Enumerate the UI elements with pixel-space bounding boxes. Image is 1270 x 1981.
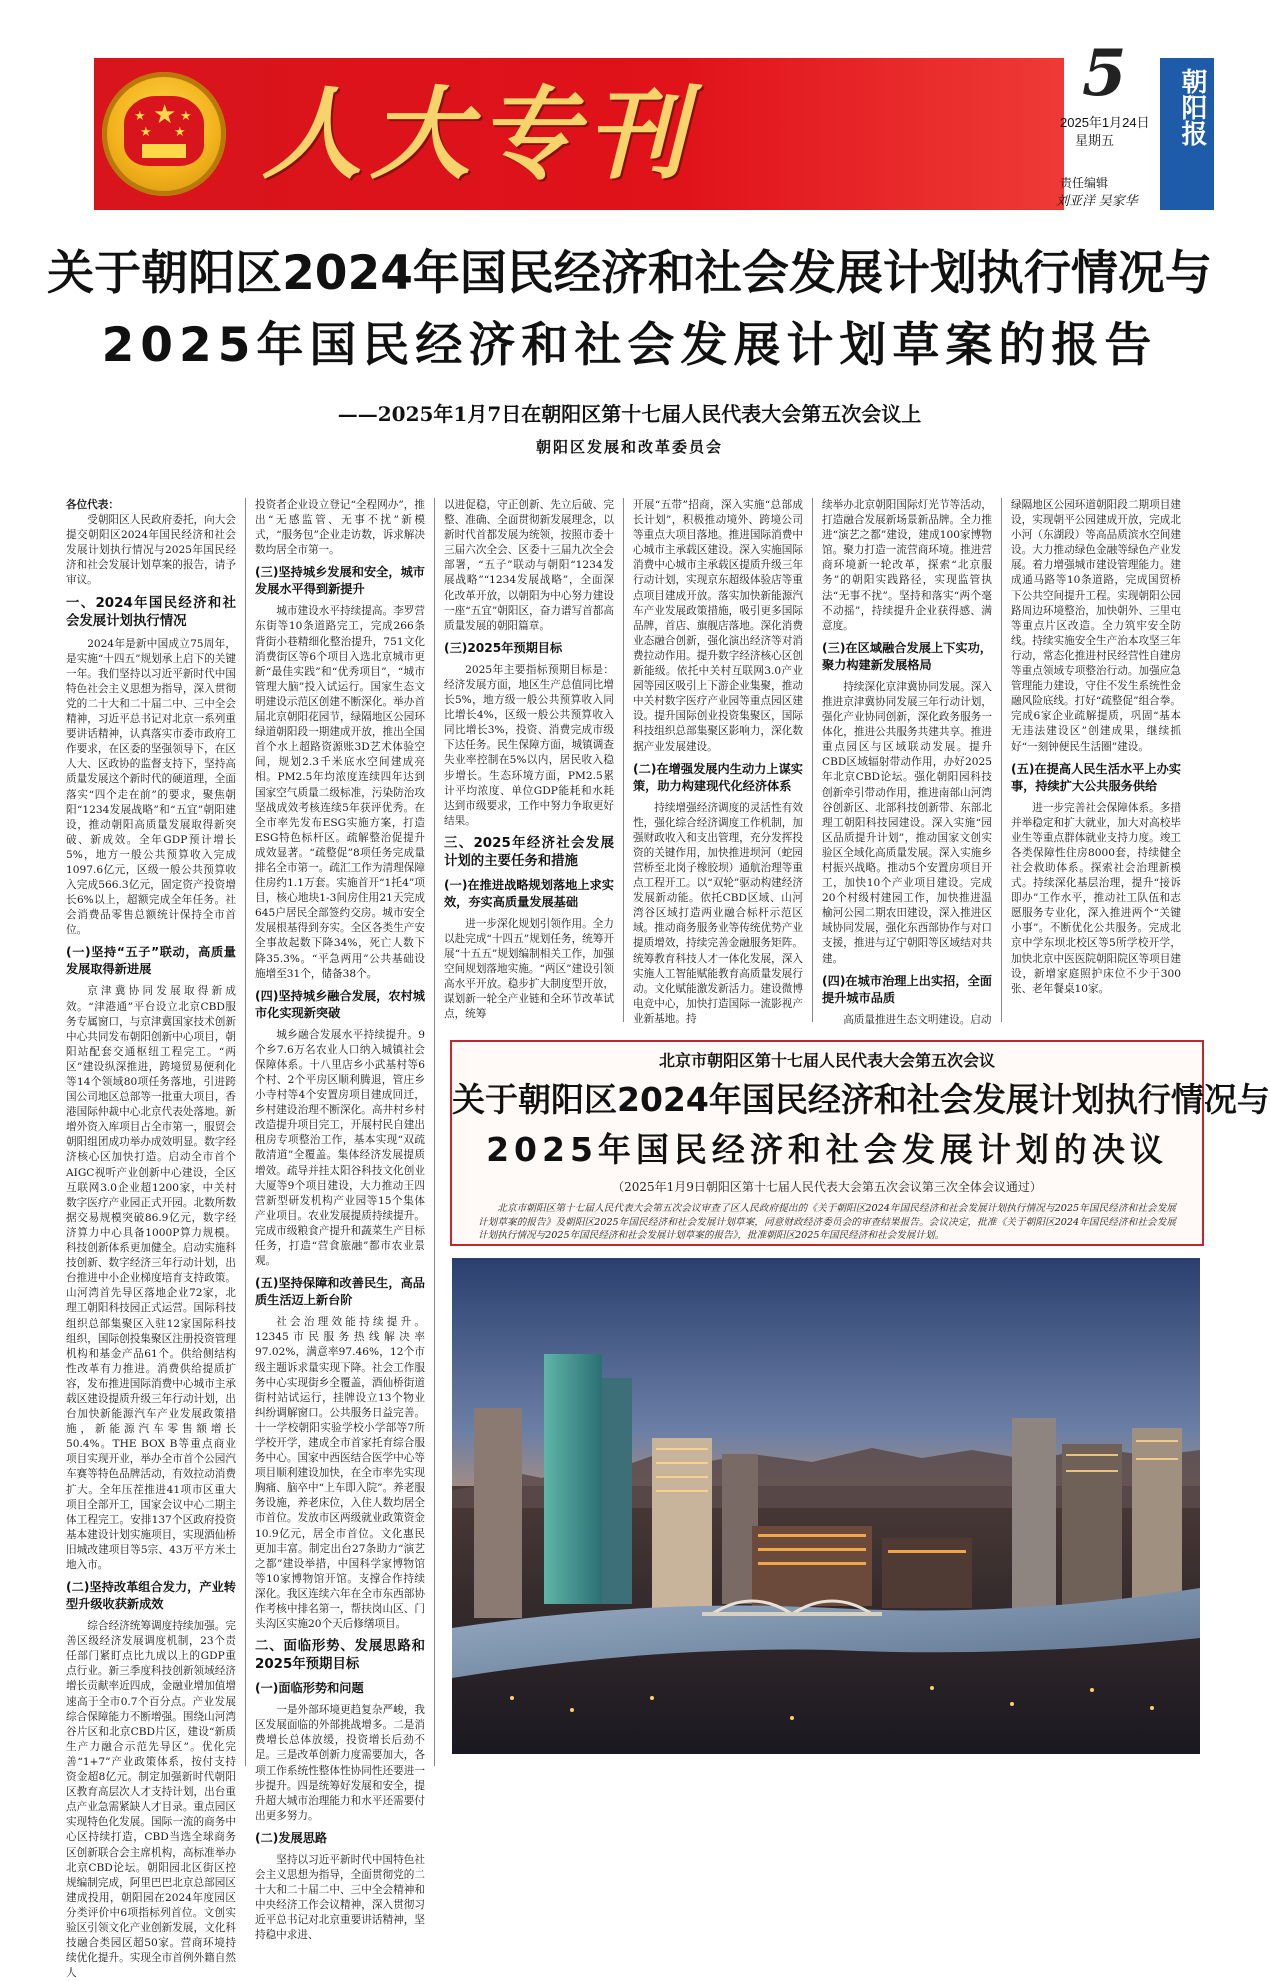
subsection-heading: (四)坚持城乡融合发展，农村城市化实现新突破: [255, 988, 425, 1020]
article-paragraph: 持续增强经济调度的灵活性有效性，强化综合经济调度工作机制，加强财政收入和支出管理，充分发挥投资的关键作用，加快推进坝河（蛇园营桥至北岗子橡胶坝）通航治理等重点工程开工。以“双轮”驱动构建经济发展新动能。依托CBD区域、山河湾谷区域打造两业融合标杆示范区域。推动商务服务业等传统优势产业提质增效，持续完善金融服务矩阵。统筹教育科技人才一体化发展，深入实施人工智能赋能教育高质量发展行动。文化赋能激发新活力。建设微博电竞中心，加快打造国际一流影视产业新基地。持: [633, 801, 803, 1025]
resolution-date: （2025年1月9日朝阳区第十七届人民代表大会第五次会议第三次全体会议通过）: [612, 1180, 1042, 1194]
section-heading: 三、2025年经济社会发展计划的主要任务和措施: [444, 835, 614, 869]
article-paragraph: 城乡融合发展水平持续提升。9个乡7.6万名农业人口纳入城镇社会保障体系。十八里店乡小武基村等6个村、2个平房区顺利腾退，管庄乡小寺村等4个安置房项目建成回迁，乡村建设治理不断深化。高井村乡村改造提升项目完工，开展村民自建出租房专项整治工作，基本实现“双疏散清道”全覆盖。集体经济发展提质增效。疏导并挂太阳谷科技文化创业大厦等9个项目建设，大力推动王四营新型研发机构产业园等15个集体产业项目。农业发展提质持续提升。完成市级粮食产提升和蔬菜生产目标任务，打造“营食旅融”都市农业景观。: [255, 1028, 425, 1268]
subsection-heading: (二)在增强发展内生动力上谋实策，助力构建现代化经济体系: [633, 761, 803, 793]
resolution-title-line-2: 2025年国民经济和社会发展计划的决议: [486, 1130, 1168, 1169]
publication-date: 2025年1月24日: [1060, 115, 1150, 130]
editor-label: 责任编辑: [1060, 176, 1109, 190]
article-paragraph: 综合经济统筹调度持续加强。完善区级经济发展调度机制，23个责任部门紧盯点比九成以上的GDP重点行业。新三季度科技创新领域经济增长贡献率近四成，金融业增加值增速高于全市0.7个百分点。产业发展综合保障能力不断增强。围绕山河湾谷片区和北京CBD片区，建设“新质生产力融合示范先导区”。优化完善“1+7”产业政策体系，按付支持资金超8亿元。制定加强新时代朝阳区教育高层次人才支持计划，出台重点产业急需紧缺人才目录。重点园区实现特色化发展。国际一流的商务中心区持续打造，CBD当选全球商务区创新联合会主席机构，高标准举办北京CBD论坛。朝阳园北区街区控规编制完成，阿里巴巴北京总部园区建成投用，朝阳园在2024年度园区分类评价中6项指标列首位。文创实验区引领文化产业创新发展，文化科技融合类园区超50家。营商环境持续优化提升。实现全市首例外籍自然人: [66, 1620, 236, 1980]
article-paragraph: 2024年是新中国成立75周年，是实施“十四五”规划承上启下的关键一年。我们坚持以习近平新时代中国特色社会主义思想为指导，深入贯彻党的二十大和二十届二中、三中全会精神，习近平总书记对北京一系列重要讲话精神，认真落实市委市政府工作要求，在区委的坚强领导下，在区人大、区政协的监督支持下，坚持高质量发展这个新时代的硬道理，全面落实“四个走在前”的要求，聚焦朝阳“1234发展战略”和“五宜”朝阳建设，推动朝阳高质量发展取得新突破、新成效。全年GDP预计增长5%，地方一般公共预算收入完成1097.6亿元，区级一般公共预算收入完成566.3亿元，固定资产投资增长6%以上，超额完成全年任务。社会消费品零售总额统计保持全市首位。: [66, 637, 236, 937]
headline-subtitle: ——2025年1月7日在朝阳区第十七届人民代表大会第五次会议上: [337, 402, 922, 426]
article-column-6: [1011, 498, 1181, 1022]
resolution-title-line-1: 关于朝阳区2024年国民经济和社会发展计划执行情况与: [452, 1080, 1270, 1119]
article-paragraph: 受朝阳区人民政府委托，向大会提交朝阳区2024年国民经济和社会发展计划执行情况与2025年国民经济和社会发展计划草案的报告，请予审议。: [66, 514, 236, 587]
publication-weekday: 星期五: [1075, 133, 1115, 148]
page-number: 5: [1082, 36, 1127, 111]
paper-name: 朝阳报: [1177, 68, 1207, 146]
article-paragraph: 城市建设水平持续提高。李罗营东街等10条道路完工，完成266条背街小巷精细化整治提升，751文化消费街区等6个项目入选北京城市更新“最佳实践”和“优秀项目”，“城市管理大脑”投入试运行。国家生态文明建设示范区创建不断深化。举办首届北京朝阳花园节，绿隔地区公园环绿道朝阳段一期建成开放，推出全国首个水上超路资源账3D艺术体验空间，规划2.3千米底水空间建成亮相。PM2.5年均浓度连续四年达到国家空气质量二级标准，污染防治攻坚战成效考核连续5年获评优秀。在全市率先发布ESG实施方案，打造ESG特色标杆区。疏解整治促提升成效显著。“疏整促”8项任务完成量排名全市第一。疏汇工作为清理保障住房约1.1万套。实施首开“1托4”项目，核心地块1-3间房住用21天完成645户居民全部签约交房。城市安全发展根基得到夯实。全区各类生产安全事故起数下降34%，死亡人数下降35.3%。“平急两用”公共基础设施增至31个，储备38个。: [255, 605, 425, 980]
section-heading: 一、2024年国民经济和社会发展计划执行情况: [66, 595, 236, 629]
article-paragraph: 坚持以习近平新时代中国特色社会主义思想为指导，全面贯彻党的二十大和二十届二中、三中全会精神和中央经济工作会议精神，深入贯彻习近平总书记对北京重要讲话精神，坚持稳中求进、: [255, 1853, 425, 1942]
headline-author: 朝阳区发展和改革委员会: [535, 438, 723, 456]
column-divider: [623, 498, 624, 1022]
article-column-5: [822, 498, 992, 1026]
resolution-body: 北京市朝阳区第十七届人民代表大会第五次会议审查了区人民政府提出的《关于朝阳区2024年国民经济和社会发展计划执行情况与2025年国民经济和社会发展计划草案的报告》及朝阳区2025年国民经济和社会发展计划草案，同意财政经济委员会的审查结果报告。会议决定，批准《关于朝阳区2024年国民经济和社会发展计划执行情况与2025年国民经济和社会发展计划草案的报告》，批准朝阳区2025年国民经济和社会发展计划。: [478, 1203, 1176, 1242]
masthead-banner: [94, 58, 1064, 210]
city-skyline-at-dusk-photo: [452, 1258, 1200, 1754]
subsection-heading: (一)坚持“五子”联动，高质量发展取得新进展: [66, 945, 236, 977]
article-paragraph: 一是外部环境更趋复杂严峻，我区发展面临的外部挑战增多。二是消费增长总体放缓，投资增长后劲不足。三是改革创新力度需要加大，各项工作系统性整体性协同性还要进一步提升。四是统筹好发展和安全，提升超大城市治理能力和水平还需要付出更多努力。: [255, 1704, 425, 1822]
headline-line-1: 关于朝阳区2024年国民经济和社会发展计划执行情况与: [47, 246, 1212, 301]
column-divider: [245, 498, 246, 1766]
article-paragraph: 2025年主要指标预期目标是：经济发展方面，地区生产总值同比增长5%，地方级一般公共预算收入同比增长4%，区级一般公共预算收入同比增长3%，投资、消费完成市级下达任务。民生保障方面，城镇调查失业率控制在5%以内，居民收入稳步增长。生态环境方面，PM2.5累计平均浓度、单位GDP能耗和水耗达到市级要求，工作中努力争取更好结果。: [444, 663, 614, 827]
article-paragraph: 投资者企业设立登记“全程网办”，推出“无感监管、无事不扰”新模式，“服务包”企业走访数，诉求解决数均居全市第一。: [255, 499, 425, 557]
article-paragraph: 绿隔地区公园环道朝阳段二期项目建设，实现朝平公园建成开放，完成北小河（东湖段）等高品质滨水空间建设。大力推动绿色金融等绿色产业发展。着力增强城市建设管理能力。建成通马路等10条道路，完成国贸桥下公共空间提升工程。实现朝阳公园路周边环境整治，加快朝外、三里屯等重点片区改造。全力筑牢安全防线。持续实施安全生产治本攻坚三年行动，常态化推进村民经营性自建房等重点领域专项整治行动。加强应急管理能力建设，守住不发生系统性金融风险底线。打好“疏整促”组合拳。完成6家企业疏解提质，巩固“基本无违法建设区”创建成果，继续抓好“一刻钟便民生活圈”建设。: [1011, 499, 1181, 753]
article-column-3: [444, 498, 614, 1022]
article-paragraph: 京津冀协同发展取得新成效。“津港通”平台设立北京CBD服务专属窗口，与京津冀国家技术创新中心共同发布朝阳创新中心项目，朝阳站配套交通枢纽工程完工。“两区”建设纵深推进，跨境贸易便利化等14个领域80项任务落地，引进跨国公司地区总部等一批重大项目，香港国际仲裁中心北京代表处落地。新增外资入库项目占全市第一，服贸会朝阳组团成功举办成效明显。数字经济核心区加快打造。启动全市首个AIGC视听产业创新中心建设，全区互联网3.0企业超1200家，中关村数字医疗产业园正式开园。北数所数据交易规模突破86.9亿元，数字经济算力中心具备1000P算力规模。科技创新体系更加健全。启动实施科技创新、数字经济三年行动计划，出台推进中小企业梯度培育支持政策。山河湾首先导区落地企业72家，北理工朝阳科技园正式运营。国际科技组织总部集聚区入驻12家国际科技组织，国际创投集聚区注册投资管理机构和基金产品61个。供给侧结构性改革有力推进。消费供给提质扩容，发布推进国际消费中心城市主承载区建设提质升级三年行动计划，出台加快新能源汽车产业发展政策措施，新能源汽车零售额增长50.4%。THE BOX B等重点商业项目实现开业，举办全市首个公园汽车赛等特色品牌活动，有效拉动消费扩大。全年压茬推进41项市区重大项目全部开工，国家会议中心二期主体工程完工。安排137个区政府投资基本建设计划实施项目，实现酒仙桥旧城改建项目等5宗、43万平方米土地入市。: [66, 985, 236, 1571]
article-salutation: 各位代表：: [66, 499, 119, 511]
subsection-heading: (三)在区域融合发展上下实功，聚力构建新发展格局: [822, 640, 992, 672]
article-paragraph: 进一步完善社会保障体系。多措并举稳定和扩大就业，加大对高校毕业生等重点群体就业支持力度。竣工各类保障性住房8000套，持续健全社会救助体系。探索社会治理新模式。持续深化基层治理，提升“接诉即办”工作水平，推动社工队伍和志愿服务专业化，深入推进两个“关键小事”。不断优化公共服务。完成北京中学东坝北校区等5所学校开学，加快北京中医医院朝阳院区等项目建设，新增家庭照护床位不少于300张、老年餐桌10家。: [1011, 801, 1181, 995]
column-divider: [1001, 498, 1002, 1022]
subsection-heading: (一)在推进战略规划落地上求实效，夯实高质量发展基础: [444, 877, 614, 909]
subsection-heading: (二)发展思路: [255, 1830, 328, 1845]
article-column-2: [255, 498, 425, 1942]
masthead-title: 人大专刊: [262, 76, 694, 193]
headline-line-2: 2025年国民经济和社会发展计划草案的报告: [101, 318, 1158, 373]
subsection-heading: (四)在城市治理上出实招，全面提升城市品质: [822, 973, 992, 1005]
article-paragraph: 进一步深化规划引领作用。全力以赴完成“十四五”规划任务，统筹开展“十五五”规划编制相关工作，加强空间规划落地实施。“两区”建设引领高水平开放。稳步扩大制度型开放，谋划新一轮全产业链和全环节改革试点，统筹: [444, 917, 614, 1021]
subsection-heading: (五)在提高人民生活水平上办实事，持续扩大公共服务供给: [1011, 761, 1181, 793]
article-paragraph: 高质量推进生态文明建设。启动: [843, 1013, 992, 1026]
paper-name-box: [1160, 58, 1214, 210]
article-paragraph: 社会治理效能持续提升。12345市民服务热线解决率97.02%，满意率97.46%，12个市级主题诉求量实现下降。社会工作服务中心实现街乡全覆盖，酒仙桥街道街村站试运行，挂牌设立13个物业纠纷调解窗口。公共服务日益完善。十一学校朝阳实验学校小学部等7所学校开学，建成全市首家托育综合服务中心。国家中西医结合医学中心等项目顺利建设加快，在全市率先实现胸痛、脑卒中“上车即入院”。养老服务设施，养老床位，入住人数均居全市首位。发放市区两级就业政策资金10.9亿元，居全市首位。文化惠民更加丰富。制定出台27条助力“演艺之都”建设举措，中国科学家博物馆等10家博物馆开馆。支撑合作持续深化。我区连续六年在全市东西部协作考核中排名第一，帮扶岗山区、门头沟区实施20个天后修缮项目。: [255, 1316, 425, 1631]
subsection-heading: (三)坚持城乡发展和安全，城市发展水平得到新提升: [255, 565, 425, 597]
article-paragraph: 开展“五带”招商，深入实施“总部成长计划”，积极推动境外、跨境公司等重点大项目落地。推进国际消费中心城市主承载区建设。深入实施国际消费中心城市主承载区提质升级三年行动计划，实现京东超级体验店等重点项目建成开放。落实加快新能源汽车产业发展政策措施，吸引更多国际品牌，首店、旗舰店落地。深化消费业态融合创新，强化演出经济等对消费拉动作用。提升数字经济核心区创新能级。依托中关村互联网3.0产业园等园区吸引上下游企业集聚，推动中关村数字医疗产业园等重点园区建设。提升国际创业投资集聚区，国际科技组织总部集聚区影响力，深化数据产业发展建设。: [633, 499, 803, 753]
article-column-1: [66, 498, 236, 1980]
subsection-heading: (二)坚持改革组合发力，产业转型升级收获新成效: [66, 1580, 236, 1612]
subsection-heading: (五)坚持保障和改善民生，高品质生活迈上新台阶: [255, 1276, 425, 1308]
column-divider: [434, 498, 435, 1766]
article-column-4: [633, 498, 803, 1025]
editor-names: 刘亚洋 吴家华: [1056, 193, 1138, 208]
subsection-heading: (一)面临形势和问题: [255, 1681, 364, 1696]
article-paragraph: 以进促稳，守正创新、先立后破、完整、准确、全面贯彻新发展理念，以新时代首都发展为统领，按照市委十三届六次全会、区委十三届九次全会部署，“五子”联动与朝阳“1234发展战略”“1234发展战略”，全面深化改革开放，以朝阳为中心努力建设一座“五宜”朝阳区，奋力谱写首都高质量发展的朝阳篇章。: [444, 499, 614, 632]
resolution-box: [450, 1040, 1270, 1246]
article-paragraph: 持续深化京津冀协同发展。深入推进京津冀协同发展三年行动计划，强化产业协同创新，深化政务服务一体化，推进公共服务共建共享。推进重点园区与区域联动发展。提升CBD区域辐射带动作用，办好2025年北京CBD论坛。强化朝阳园科技创新牵引带动作用，推进南部山河湾谷创新区、北部科技创新带、东部北理工朝阳科技园建设。深入实施“园区品质提升计划”，推动国家文创实验区全域化高质量发展。深入实施乡村振兴战略。推动5个安置房项目开工，加快10个产业项目建设。完成20个村级村建园工作，加快推进温榆河公园二期农田建设，深入推进区域协同发展，强化东西部协作与对口支援，推进与辽宁朝阳等区域结对共建。: [822, 680, 992, 965]
national-emblem-icon: ★ ★ ★ ★ ★: [102, 72, 226, 196]
article-paragraph: 续举办北京朝阳国际灯光节等活动，打造融合发展新场景新品牌。全力推进“演艺之都”建设，建成100家博物馆。聚力打造一流营商环境。推进营商环境新一轮改革，探索“北京服务”的朝阳实践路径，实现监管执法“无事不扰”。坚持和落实“两个毫不动摇”，持续提升企业获得感、满意度。: [822, 499, 992, 632]
section-heading: 二、面临形势、发展思路和2025年预期目标: [255, 1639, 425, 1673]
subsection-heading: (三)2025年预期目标: [444, 640, 563, 655]
column-divider: [812, 498, 813, 1022]
resolution-meeting: 北京市朝阳区第十七届人民代表大会第五次会议: [658, 1051, 995, 1070]
